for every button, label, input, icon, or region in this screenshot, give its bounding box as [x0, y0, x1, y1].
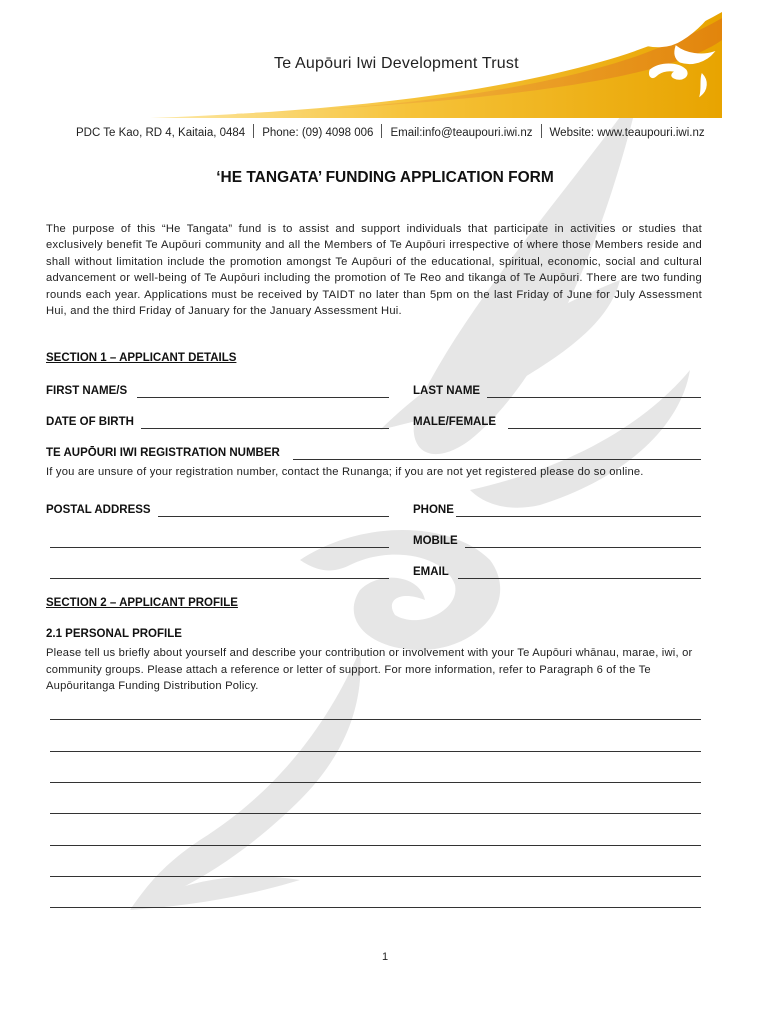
first-names-label: FIRST NAME/S: [46, 385, 128, 397]
registration-label: TE AUPŌURI IWI REGISTRATION NUMBER: [46, 447, 280, 459]
contact-website-link[interactable]: Website: www.teaupouri.iwi.nz: [549, 127, 705, 139]
email-field[interactable]: [458, 578, 701, 579]
form-title: ‘HE TANGATA’ FUNDING APPLICATION FORM: [216, 169, 554, 186]
postal-address-field-1[interactable]: [158, 516, 389, 517]
registration-note: If you are unsure of your registration number, contact the Runanga; if you are not yet registered please do so online.: [46, 466, 644, 478]
profile-answer-line[interactable]: [50, 876, 701, 877]
organization-name: Te Aupōuri Iwi Development Trust: [274, 55, 519, 72]
dob-field[interactable]: [141, 428, 389, 429]
phone-label: PHONE: [413, 504, 454, 516]
contact-divider: [381, 124, 382, 138]
section-2-heading: SECTION 2 – APPLICANT PROFILE: [46, 597, 238, 609]
profile-answer-line[interactable]: [50, 751, 701, 752]
profile-answer-line[interactable]: [50, 813, 701, 814]
contact-email-link[interactable]: Email:info@teaupouri.iwi.nz: [390, 127, 533, 139]
contact-phone: Phone: (09) 4098 006: [262, 127, 374, 139]
profile-answer-line[interactable]: [50, 782, 701, 783]
gender-label: MALE/FEMALE: [413, 416, 497, 428]
registration-field[interactable]: [293, 459, 701, 460]
first-names-field[interactable]: [137, 397, 389, 398]
contact-bar: [76, 124, 736, 139]
email-label: EMAIL: [413, 566, 449, 578]
postal-address-field-3[interactable]: [50, 578, 389, 579]
profile-answer-line[interactable]: [50, 845, 701, 846]
phone-field[interactable]: [456, 516, 701, 517]
personal-profile-heading: 2.1 PERSONAL PROFILE: [46, 628, 182, 640]
dob-label: DATE OF BIRTH: [46, 416, 134, 428]
postal-address-field-2[interactable]: [50, 547, 389, 548]
mobile-field[interactable]: [465, 547, 701, 548]
contact-divider: [253, 124, 254, 138]
gender-field[interactable]: [508, 428, 701, 429]
personal-profile-instructions: Please tell us briefly about yourself and describe your contribution or involvement with your Te Aupōuri whānau, marae, iwi, or community groups. Please attach a reference or letter of support. For more information, refer to Paragraph 6 of the Te Aupōuritanga Funding Distribution Policy.: [46, 647, 693, 692]
mobile-label: MOBILE: [413, 535, 458, 547]
trust-logo-icon: [590, 0, 730, 115]
contact-address: PDC Te Kao, RD 4, Kaitaia, 0484: [76, 127, 246, 139]
page-number: 1: [381, 951, 389, 963]
last-name-label: LAST NAME: [413, 385, 481, 397]
last-name-field[interactable]: [487, 397, 701, 398]
profile-answer-line[interactable]: [50, 907, 701, 908]
postal-address-label: POSTAL ADDRESS: [46, 504, 151, 516]
section-1-heading: SECTION 1 – APPLICANT DETAILS: [46, 352, 237, 364]
intro-paragraph: The purpose of this “He Tangata” fund is to assist and support individuals that participate in activities or studies that exclusively benefit Te Aupōuri community and all the Members of Te Aupōuri irrespective of where those Members reside and shall without limitation include the promotion amongst Te Aupōuri of the educational, spiritual, economic, social and cultural advancement or well-being of Te Aupōuri including the promotion of Te Reo and tikanga of Te Aupōuri. There are two funding rounds each year. Applications must be received by TAIDT no later than 5pm on the last Friday of June for July Assessment Hui, and the third Friday of January for the January Assessment Hui.: [46, 223, 702, 318]
profile-answer-line[interactable]: [50, 719, 701, 720]
contact-divider: [541, 124, 542, 138]
